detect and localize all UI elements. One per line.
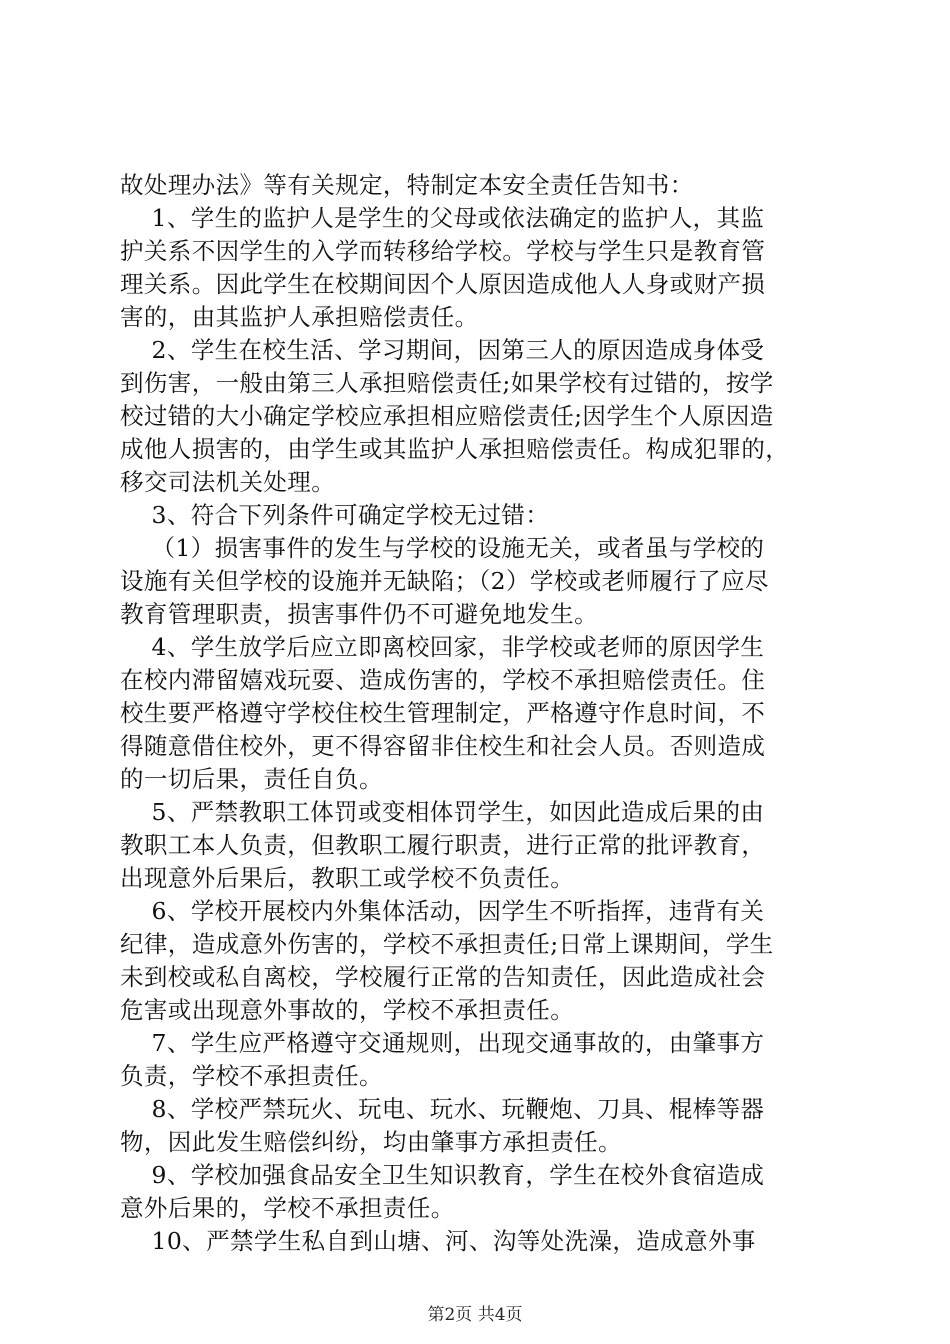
text-line: 危害或出现意外事故的，学校不承担责任。 [120, 996, 575, 1024]
text-line: 9、学校加强食品安全卫生知识教育，学生在校外食宿造成 [120, 1161, 765, 1189]
text-line: 移交司法机关处理。 [120, 468, 336, 496]
text-line: 理关系。因此学生在校期间因个人原因造成他人人身或财产损 [120, 270, 766, 298]
text-line: 10、严禁学生私自到山塘、河、沟等处洗澡，造成意外事 [120, 1227, 756, 1255]
text-line: 3、符合下列条件可确定学校无过错： [120, 501, 550, 529]
text-line: 护关系不因学生的入学而转移给学校。学校与学生只是教育管 [120, 237, 766, 265]
text-line: 得随意借住校外，更不得容留非住校生和社会人员。否则造成 [120, 732, 766, 760]
text-line: 成他人损害的，由学生或其监护人承担赔偿责任。构成犯罪的， [120, 435, 790, 463]
text-line: 意外后果的，学校不承担责任。 [120, 1194, 455, 1222]
text-line: 害的，由其监护人承担赔偿责任。 [120, 303, 479, 331]
text-line: 8、学校严禁玩火、玩电、玩水、玩鞭炮、刀具、棍棒等器 [120, 1095, 765, 1123]
text-line: 未到校或私自离校，学校履行正常的告知责任，因此造成社会 [120, 963, 766, 991]
text-line: 2、学生在校生活、学习期间，因第三人的原因造成身体受 [120, 336, 765, 364]
text-line: 负责，学校不承担责任。 [120, 1062, 383, 1090]
text-line: 的一切后果，责任自负。 [120, 765, 383, 793]
text-line: 7、学生应严格遵守交通规则，出现交通事故的，由肇事方 [120, 1029, 765, 1057]
page-number-footer: 第2页 共4页 [427, 1305, 523, 1325]
text-line: 校过错的大小确定学校应承担相应赔偿责任;因学生个人原因造 [120, 402, 774, 430]
text-line: 教育管理职责，损害事件仍不可避免地发生。 [120, 600, 598, 628]
text-line: 出现意外后果后，教职工或学校不负责任。 [120, 864, 575, 892]
text-line: 校生要严格遵守学校住校生管理制定，严格遵守作息时间，不 [120, 699, 766, 727]
text-line: 物，因此发生赔偿纠纷，均由肇事方承担责任。 [120, 1128, 622, 1156]
text-line: 1、学生的监护人是学生的父母或依法确定的监护人，其监 [120, 204, 765, 232]
text-line: 在校内滞留嬉戏玩耍、造成伤害的，学校不承担赔偿责任。住 [120, 666, 766, 694]
text-line: 4、学生放学后应立即离校回家，非学校或老师的原因学生 [120, 633, 765, 661]
text-line: 5、严禁教职工体罚或变相体罚学生，如因此造成后果的由 [120, 798, 765, 826]
text-line: 6、学校开展校内外集体活动，因学生不听指挥，违背有关 [120, 897, 765, 925]
text-line: 纪律，造成意外伤害的，学校不承担责任;日常上课期间，学生 [120, 930, 774, 958]
text-line: （1）损害事件的发生与学校的设施无关，或者虽与学校的 [120, 534, 765, 562]
text-line: 设施有关但学校的设施并无缺陷；（2）学校或老师履行了应尽 [120, 567, 769, 595]
text-line: 故处理办法》等有关规定，特制定本安全责任告知书： [120, 171, 694, 199]
text-line: 教职工本人负责，但教职工履行职责，进行正常的批评教育， [120, 831, 766, 859]
text-line: 到伤害，一般由第三人承担赔偿责任;如果学校有过错的，按学 [120, 369, 774, 397]
